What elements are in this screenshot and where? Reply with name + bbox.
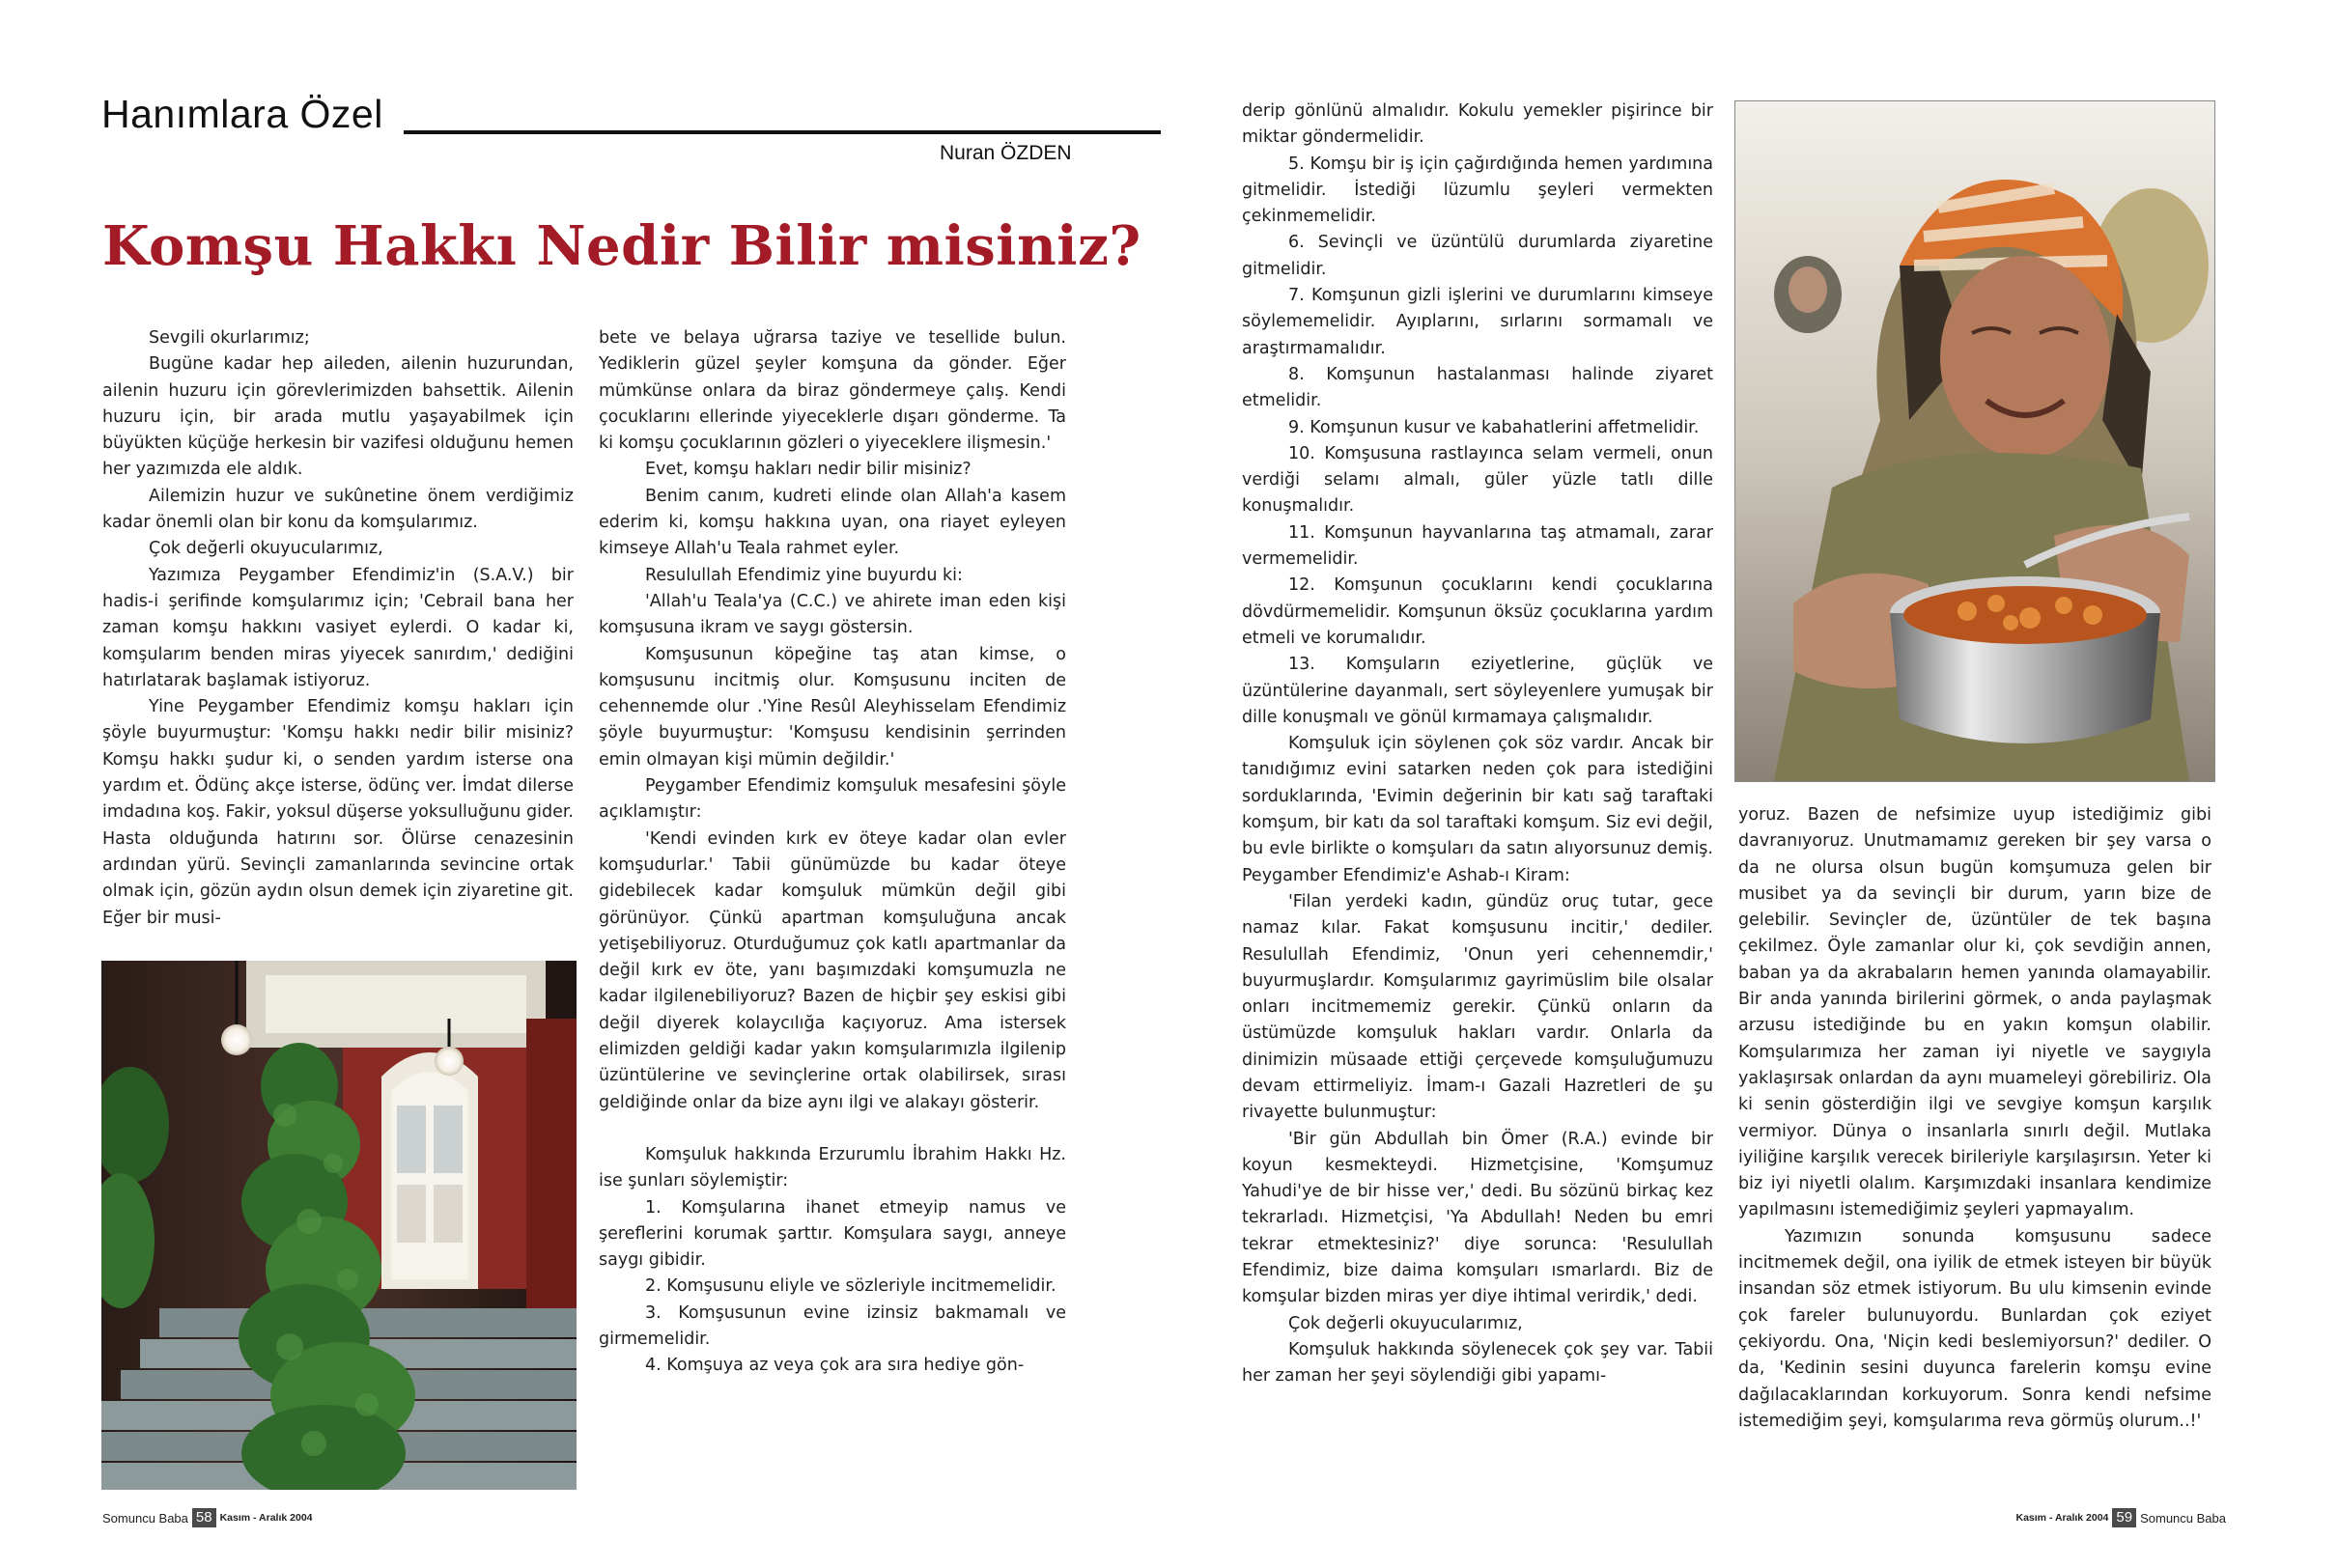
paragraph: Komşuluk hakkında Erzurumlu İbrahim Hakkı Hz. ise şunları söylemiştir:: [599, 1144, 1066, 1191]
paragraph: 10. Komşusuna rastlayınca selam vermeli, onun verdiği selamı almalı, güler yüzle tatlı dille konuşmalıdır.: [1242, 443, 1713, 517]
paragraph: 13. Komşuların eziyetlerine, güçlük ve üzüntülerine dayanmalı, sert söyleyenlere yumuşak bir dille konuşmalı ve gönül kırmamaya çalışmalıdır.: [1242, 655, 1713, 727]
text-column-2: [599, 325, 1066, 1380]
paragraph: 11. Komşunun hayvanlarına taş atmamalı, zarar vermemelidir.: [1242, 522, 1713, 570]
paragraph: 'Bir gün Abdullah bin Ömer (R.A.) evinde bir koyun kesmekteydi. Hizmetçisine, 'Komşumuz Yahudi'ye de bir hisse ver,' dedi. Bu sözünü birkaç kez tekrarladı. Hizmetçisi, 'Ya Abdullah! Neden bu emri tekrar etmektesiniz?' diye sorunca: 'Resulullah Efendimiz, bize daima komşuları ısmarlardı. Biz de komşular bizden miras yer diye ihtimal verirdik,' dedi.: [1242, 1129, 1713, 1307]
paragraph: 6. Sevinçli ve üzüntülü durumlarda ziyaretine gitmelidir.: [1242, 233, 1713, 279]
paragraph: 'Kendi evinden kırk ev öteye kadar olan evler komşudurlar.' Tabii günümüzde bu kadar öteye gidebilecek kadar komşuluk mümkün değil gibi görünüyor. Çünkü apartman komşuluğuna ancak yetişebiliyoruz. Oturduğumuz çok katlı apartmanlar da değil kırk ev öte, yanı başımızdaki komşumuzla ne kadar ilgilenebiliyoruz? Bazen de hiçbir şey eskisi gibi değil diyerek kolaycılığa kaçıyoruz. Ama istersek elimizden geldiği kadar yakın komşularımızla ilgilenip üzüntülerine ve sevinçlerine ortak olabilirsek, sırası geldiğinde onlar da bize aynı ilgi ve alakayı gösterir.: [599, 828, 1066, 1112]
photo-house-entrance: [101, 961, 577, 1490]
paragraph: Yine Peygamber Efendimiz komşu hakları için şöyle buyurmuştur: 'Komşu hakkı nedir bilir misiniz? Komşu hakkı şudur ki, o senden yardım isterse ona yardım et. Ödünç akçe isterse, ödünç ver. İmdat dilerse imdadına koş. Fakir, yoksul düşerse yoksulluğunu gider. Hasta olduğunda hatırını sor. Ölürse cenazesinin ardından yürü. Sevinçli zamanlarında sevincine ortak olmak için, gözün aydın olsun demek için ziyaretine git. Eğer bir musi-: [102, 697, 574, 928]
paragraph: Bugüne kadar hep aileden, ailenin huzurundan, ailenin huzuru için görevlerimizden bahsettik. Ailenin huzuru için, bir arada mutlu yaşayabilmek için büyükten küçüğe herkesin bir vazifesi olduğunu hemen her yazımızda ele aldık.: [102, 354, 574, 480]
paragraph: Ailemizin huzur ve sukûnetine önem verdiğimiz kadar önemli olan bir konu da komşularımız.: [102, 486, 574, 533]
author-name: Nuran ÖZDEN: [940, 142, 1072, 164]
photo-elderly-woman: [1734, 100, 2215, 782]
paragraph: 7. Komşunun gizli işlerini ve durumlarını kimseye söylememelidir. Ayıplarını, sırlarını sormamalı ve araştırmamalıdır.: [1242, 286, 1713, 358]
footer-left: [102, 1508, 313, 1527]
house-entrance-image: [101, 961, 577, 1490]
paragraph: 3. Komşusunun evine izinsiz bakmamalı ve girmemelidir.: [599, 1302, 1066, 1349]
magazine-name: Somuncu Baba: [2140, 1510, 2226, 1526]
paragraph: 2. Komşusunu eliyle ve sözleriyle incitmemelidir.: [645, 1276, 1056, 1297]
paragraph: Komşusunun köpeğine taş atan kimse, o komşusunu incitmiş olur. Komşusunu inciten de cehennemde olur .'Yine Resûl Aleyhisselam Efendimiz şöyle buyurmuştur: 'Komşusu kendisinin şerrinden emin olmayan kişi mümin değildir.': [599, 644, 1066, 770]
paragraph: Çok değerli okuyucularımız,: [1288, 1313, 1523, 1333]
paragraph: Yazımızın sonunda komşusunu sadece incitmemek değil, ona iyilik de etmek isteyen bir büyük insandan söz etmek istiyorum. Bu ulu kimsenin evinde çok fareler bulunuyordu. Bunlardan çok eziyet çekiyordu. Ona, 'Niçin kedi beslemiyorsun?' dediler. O da, 'Kedinin sesini duyunca farelerin komşu evine dağılacaklarından korkuyorum. Sonra kendi nefsime istemediğim şeyi, komşularıma reva görmüş olurum..!': [1738, 1226, 2211, 1431]
paragraph: Sevgili okurlarımız;: [149, 328, 310, 348]
issue-date: Kasım - Aralık 2004: [2015, 1512, 2109, 1524]
title-rule: [404, 130, 1161, 134]
paragraph: 'Filan yerdeki kadın, gündüz oruç tutar, gece namaz kılar. Fakat komşusunu incitir,' dediler. Resulullah Efendimiz, 'Onun yeri cehennemdir,' buyurmuşlardır. Komşularımız gayrimüslim bile olsalar onları incitmememiz gerekir. Çünkü onların da üstümüzde komşuluk hakları vardır. Onlarla da dinimizin müsaade ettiği çerçevede komşuluğumuzu devam ettirmeliyiz. İmam-ı Gazali Hazretleri de şu rivayette bulunmuştur:: [1242, 891, 1713, 1123]
paragraph: Resulullah Efendimiz yine buyurdu ki:: [645, 565, 963, 585]
paragraph: 'Allah'u Teala'ya (C.C.) ve ahirete iman eden kişi komşusuna ikram ve saygı göstersin.: [599, 591, 1066, 638]
paragraph: Evet, komşu hakları nedir bilir misiniz?: [645, 460, 972, 480]
footer-right: [2015, 1508, 2226, 1527]
page-number: 58: [192, 1508, 216, 1527]
magazine-name: Somuncu Baba: [102, 1510, 188, 1526]
paragraph: 9. Komşunun kusur ve kabahatlerini affetmelidir.: [1288, 417, 1700, 437]
paragraph: 12. Komşunun çocuklarını kendi çocuklarına dövdürmemelidir. Komşunun öksüz çocuklarına yardım etmeli ve korumalıdır.: [1242, 575, 1713, 648]
elderly-woman-with-pot-image: [1735, 101, 2214, 781]
article-headline: Komşu Hakkı Nedir Bilir misiniz?: [102, 214, 1141, 278]
paragraph: Komşuluk için söylenen çok söz vardır. Ancak bir tanıdığımız evini satarken neden çok para istediğini sorduklarında, 'Evimin değerinin bir katı sağ taraftaki komşum, bir katı da sol taraftaki komşum. Siz evi değil, bu evle birlikte o komşuları da satın alıyorsunuz demiş. Peygamber Efendimiz'e Ashab-ı Kiram:: [1242, 734, 1713, 885]
paragraph: bete ve belaya uğrarsa taziye ve tesellide bulun. Yediklerin güzel şeyler komşuna da gönder. Eğer mümkünse onlara da biraz göndermeye çalış. Kendi çocuklarını ellerinde yiyeceklerle dışarı gönderme. Ta ki komşu çocuklarının gözleri o yiyeceklere ilişmesin.': [599, 328, 1066, 454]
paragraph: Benim canım, kudreti elinde olan Allah'a kasem ederim ki, komşu hakkına uyan, ona riayet eyleyen kimseye Allah'u Teala rahmet eyler.: [599, 486, 1066, 559]
issue-date: Kasım - Aralık 2004: [219, 1512, 313, 1524]
paragraph: yoruz. Bazen de nefsimize uyup istediğimiz gibi davranıyoruz. Unutmamamız gereken bir şey varsa o da ne olursa olsun bugün komşumuza gelen bir musibet ya da sevinçli bir durum, yarın bize de gelebilir. Sevinçler de, üzüntüler de tek başına çekilmez. Öyle zamanlar olur ki, çok sevdiğin annen, baban ya da akrabaların hemen yanında olamayabilir. Bir anda yanında birilerini görmek, o anda paylaşmak arzusu istediğinde bu en yakın komşun olabilir. Komşularımıza her zaman iyi niyetle ve saygıyla yaklaşırsak onlardan da aynı muameleyi görebiliriz. Ola ki senin gösterdiğin ilgi ve sevgiye komşun karşılık vermiyor. Dünya o insanlarla sınırlı değil. Mutlaka iyiliğine karşılık verecek birileriyle karşılaşırsın. Yeter ki biz iyi niyetli olalım. Karşımızdaki insanlara kendimize yapılmasını istemediğimiz şeyleri yapmayalım.: [1738, 805, 2211, 1220]
paragraph: Yazımıza Peygamber Efendimiz'in (S.A.V.) bir hadis-i şerifinde komşularımız için; 'Cebrail bana her zaman komşu hakkını vasiyet eylerdi. O kadar ki, komşularım benden miras yiyecek sanırdım,' dediğini hatırlatarak başlamak istiyoruz.: [102, 565, 574, 690]
paragraph: 1. Komşularına ihanet etmeyip namus ve şereflerini korumak şarttır. Komşulara saygı, anneye saygı gibidir.: [599, 1197, 1066, 1271]
page-number: 59: [2112, 1508, 2136, 1527]
section-title: Hanımlara Özel: [101, 92, 383, 136]
paragraph: Komşuluk hakkında söylenecek çok şey var. Tabii her zaman her şeyi söylendiği gibi yapamı-: [1242, 1339, 1713, 1386]
paragraph: Çok değerli okuyucularımız,: [149, 539, 383, 559]
paragraph: 5. Komşu bir iş için çağırdığında hemen yardımına gitmelidir. İstediği lüzumlu şeyleri vermekten çekinmemelidir.: [1242, 154, 1713, 227]
text-column-1: [102, 325, 574, 932]
paragraph: Peygamber Efendimiz komşuluk mesafesini şöyle açıklamıştır:: [599, 776, 1066, 823]
paragraph: derip gönlünü almalıdır. Kokulu yemekler pişirince bir miktar göndermelidir.: [1242, 101, 1713, 148]
paragraph: 8. Komşunun hastalanması halinde ziyaret etmelidir.: [1242, 364, 1713, 411]
text-column-4: [1738, 802, 2211, 1435]
paragraph: 4. Komşuya az veya çok ara sıra hediye gön-: [645, 1356, 1025, 1376]
text-column-3: [1242, 98, 1713, 1390]
